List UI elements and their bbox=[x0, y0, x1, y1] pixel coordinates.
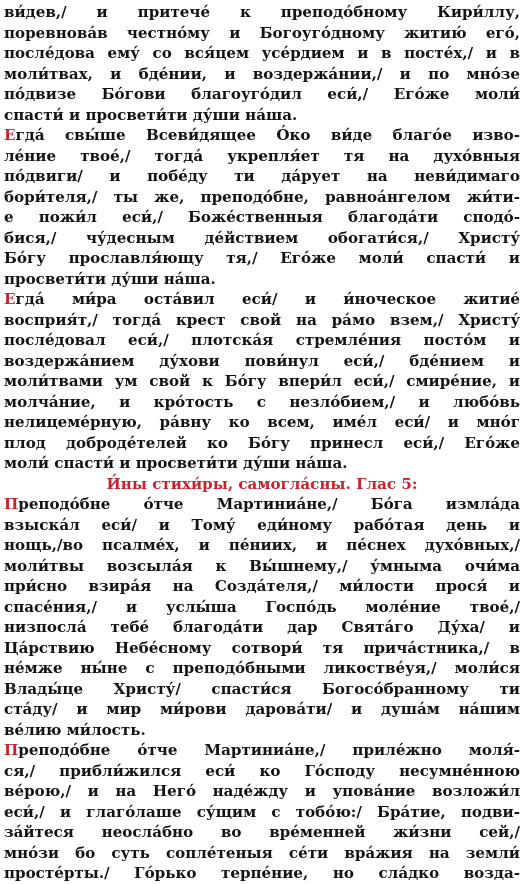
text-line: по́двизе Бо́гови благоуго́дил еси́,/ Его́же моли́ bbox=[4, 85, 520, 103]
text-line: ле́ние твое́,/ тогда́ укрепля́ет тя на духо́вныя bbox=[4, 146, 520, 165]
section-heading: И́ны стихи́ры, самогла́сны. Глас 5: bbox=[106, 474, 418, 493]
text-line: молча́ние, и кро́тость с незло́бием,/ и любо́вь bbox=[4, 392, 520, 411]
text-line: по́двиги/ и побе́ду ти да́рует на неви́димаго bbox=[4, 167, 520, 185]
text-line: после́дова ему́ со вся́цем усе́рдием и в посте́х,/ и в bbox=[4, 44, 520, 62]
text-line: ся,/ прибли́жился еси́ ко Го́споду несумне́нною bbox=[4, 761, 520, 780]
text-line: воздержа́нием ду́хови пови́нул еси́,/ бде́нием и bbox=[4, 351, 520, 370]
text-line-first bbox=[4, 740, 520, 761]
text-line: низпосла́ тебе́ благода́ти дар Свята́го Ду́ха/ и bbox=[4, 618, 520, 636]
paragraph-2 bbox=[4, 125, 520, 289]
text-line: мно́зи бо суть сопле́теныя се́ти вра́жия на земли́ bbox=[4, 843, 520, 862]
paragraph-5 bbox=[4, 740, 520, 884]
text-line: бися,/ чу́десным де́йствием обогати́ся,/ Христу́ bbox=[4, 228, 520, 247]
text-line-first bbox=[4, 289, 520, 310]
text-line: взыска́л еси́/ и Тому́ еди́ному рабо́тая день и bbox=[4, 515, 520, 534]
text-line: ве́рою,/ и на Него́ наде́жду и упова́ние возложи́л bbox=[4, 782, 520, 800]
text-line: поревнова́в честно́му и Богоуго́дному житию́ его́, bbox=[4, 23, 520, 42]
text-line: при́сно взира́я на Созда́теля,/ ми́лости прося́ и bbox=[4, 577, 520, 595]
red-initial: Е bbox=[4, 290, 16, 308]
text-line: Ца́рствию Небе́сному сотвори́ тя прича́стника,/ в bbox=[4, 638, 520, 657]
red-initial: П bbox=[4, 495, 19, 513]
text-line: ви́дев,/ и притече́ к преподо́бному Кири́ллу, bbox=[4, 3, 520, 21]
text-line: спасти́ и просвети́ти ду́ши на́ша. bbox=[4, 105, 298, 124]
text-line: моли́ спасти́ и просвети́ти ду́ши на́ша. bbox=[4, 454, 348, 472]
text-line: после́довал еси́,/ плотска́я стремле́ния посто́м и bbox=[4, 331, 520, 349]
paragraph-4 bbox=[4, 494, 520, 740]
text-line: ста́ду/ и мир ми́рови дарова́ти/ и душа́м на́шим bbox=[4, 700, 520, 718]
text-line: моли́твах, и бде́нии, и воздержа́нии,/ и по мно́зе bbox=[4, 64, 520, 83]
text-line: е пожи́л еси́,/ Боже́ственныя благода́ти сподо́- bbox=[4, 208, 520, 226]
text-line: Влады́це Христу́/ спасти́ся Богосо́бранному ти bbox=[4, 679, 520, 698]
text-line-rest: реподо́бне о́тче Мартиниа́не,/ приле́жно моля́- bbox=[18, 741, 520, 759]
document-page bbox=[4, 2, 520, 884]
text-line: Бо́гу прославля́ющу тя,/ Его́же моли́ спасти́ и bbox=[4, 249, 520, 267]
text-line-first bbox=[4, 494, 520, 515]
text-line: просвети́ти ду́ши на́ша. bbox=[4, 269, 216, 288]
text-line: моли́твы возсыла́я к Вы́шнему,/ у́мныма очи́ма bbox=[4, 556, 520, 575]
text-line: нощь,/во псалме́х, и пе́ниих, и пе́снех духо́вных,/ bbox=[4, 536, 520, 554]
text-line: нелицеме́рную, ра́вну ко всем, име́л еси́/ и мно́г bbox=[4, 413, 520, 431]
text-line-rest: гда́ ми́ра оста́вил еси́/ и и́ноческое житие́ bbox=[15, 290, 520, 308]
text-line: просте́рты./ Го́рько терпе́ние, но сла́дко возда- bbox=[4, 864, 520, 882]
text-line: за́йтеся неосла́бно во вре́менней жи́зни сей,/ bbox=[4, 823, 520, 841]
text-line-rest: реподо́бне о́тче Мартиниа́не,/ Бо́га измла́да bbox=[18, 495, 520, 513]
text-line: спасе́ния,/ и услы́ша Госпо́дь моле́ние твое́,/ bbox=[4, 597, 520, 616]
text-line-rest: гда́ свы́ше Всеви́дящее О́ко ви́де благо́е изво- bbox=[15, 126, 520, 144]
red-initial: П bbox=[4, 741, 19, 759]
text-line: восприя́т,/ тогда́ крест свой на ра́мо взем,/ Христу́ bbox=[4, 310, 520, 329]
text-line-first bbox=[4, 125, 520, 146]
text-line: ве́лию ми́лость. bbox=[4, 720, 146, 739]
paragraph-1 bbox=[4, 2, 520, 125]
text-line: моли́твами ум свой к Бо́гу впери́л еси́,/ смире́ние, и bbox=[4, 372, 520, 390]
text-line: не́мже ны́не с преподо́бными ликостве́уя,/ моли́ся bbox=[4, 659, 520, 677]
text-line: бори́теля,/ ты же, преподо́бне, равноа́нгелом жи́ти- bbox=[4, 187, 520, 206]
text-line: плод доброде́телей ко Бо́гу принесл еси́,/ Его́же bbox=[4, 433, 520, 452]
red-initial: Е bbox=[4, 126, 16, 144]
text-line: еси́,/ и глаго́лаше су́щим с тобо́ю:/ Бра́тие, подви- bbox=[4, 802, 520, 821]
paragraph-3 bbox=[4, 289, 520, 474]
